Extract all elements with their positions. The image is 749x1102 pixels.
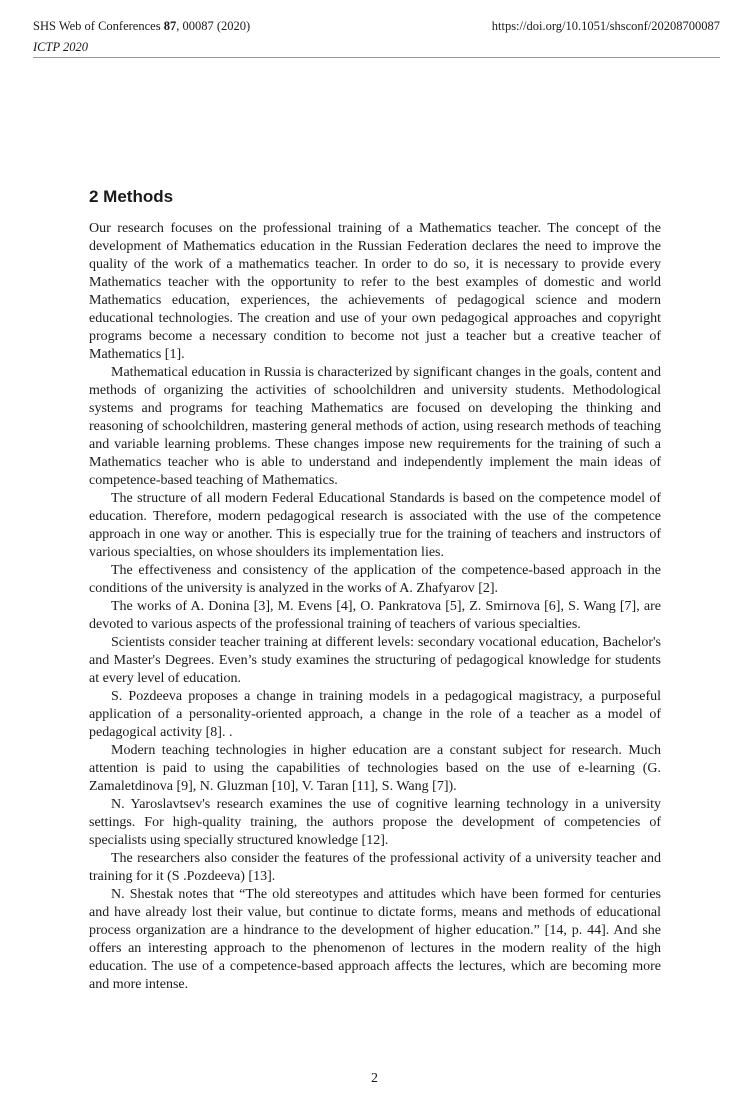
- paragraph: Our research focuses on the professional training of a Mathematics teacher. The concept of the development of Mathematics education in the Russian Federation declares the need to improve the quality of the work of a mathematics teacher. In order to do so, it is necessary to provide every Mathematics teacher with the opportunity to refer to the best examples of domestic and world Mathematics education, experiences, the achievements of pedagogical science and modern educational technologies. The creation and use of your own pedagogical approaches and copyright programs become a necessary condition to become not just a teacher but a creative teacher of Mathematics [1].: [89, 221, 661, 362]
- paragraph: The structure of all modern Federal Educational Standards is based on the competence model of education. Therefore, modern pedagogical research is associated with the use of the competence approach in one way or another. This is especially true for the training of teachers and instructors of various specialties, on whose shoulders its implementation lies.: [89, 491, 661, 560]
- paragraph: The effectiveness and consistency of the application of the competence-based approach in the conditions of the university is analyzed in the works of A. Zhafyarov [2].: [89, 563, 661, 596]
- journal-article-info: , 00087 (2020): [176, 19, 251, 33]
- page-number: 2: [371, 1071, 378, 1086]
- paragraph: S. Pozdeeva proposes a change in training models in a pedagogical magistracy, a purposeful application of a personality-oriented approach, a change in the role of a teacher as a model of pedagogical activity [8]. .: [89, 689, 661, 740]
- header-divider: [33, 57, 720, 58]
- section-body: [89, 220, 661, 994]
- journal-volume: 87: [163, 19, 177, 33]
- paragraph: The researchers also consider the features of the professional activity of a university teacher and training for it (S .Pozdeeva) [13].: [89, 851, 661, 884]
- doi-link[interactable]: https://doi.org/10.1051/shsconf/20208700087: [491, 19, 720, 33]
- paragraph: Scientists consider teacher training at different levels: secondary vocational education, Bachelor's and Master's Degrees. Even’s study examines the structuring of pedagogical knowledge for students at every level of education.: [89, 635, 661, 686]
- conference-name: ICTP 2020: [33, 40, 88, 54]
- paragraph: The works of A. Donina [3], M. Evens [4], O. Pankratova [5], Z. Smirnova [6], S. Wang [7], are devoted to various aspects of the professional training of teachers of various specialties.: [89, 599, 661, 632]
- paragraph: N. Yaroslavtsev's research examines the use of cognitive learning technology in a university settings. For high-quality training, the authors propose the development of competencies of specialists using specially structured knowledge [12].: [89, 797, 661, 848]
- journal-name: SHS Web of Conferences: [33, 19, 164, 33]
- section-heading: 2 Methods: [89, 187, 174, 206]
- paragraph: Modern teaching technologies in higher education are a constant subject for research. Much attention is paid to using the capabilities of technologies based on the use of e-learning (G. Zamaletdinova [9], N. Gluzman [10], V. Taran [11], S. Wang [7]).: [89, 743, 661, 794]
- journal-citation: [33, 16, 250, 37]
- paragraph: Mathematical education in Russia is characterized by significant changes in the goals, content and methods of organizing the activities of schoolchildren and university students. Methodological systems and programs for teaching Mathematics are focused on developing the thinking and reasoning of schoolchildren, mastering general methods of action, using research methods of teaching and variable learning problems. These changes impose new requirements for the training of such a Mathematics teacher who is able to understand and independently implement the main ideas of competence-based teaching of Mathematics.: [89, 365, 661, 488]
- running-header-left: [33, 16, 250, 58]
- paragraph: N. Shestak notes that “The old stereotypes and attitudes which have been formed for centuries and have already lost their value, but continue to dictate forms, means and methods of educational process organization are a hindrance to the development of higher education.” [14, p. 44]. And she offers an interesting approach to the phenomenon of lectures in the modern reality of the high education. The use of a competence-based approach affects the lectures, which are becoming more and more intense.: [89, 887, 661, 992]
